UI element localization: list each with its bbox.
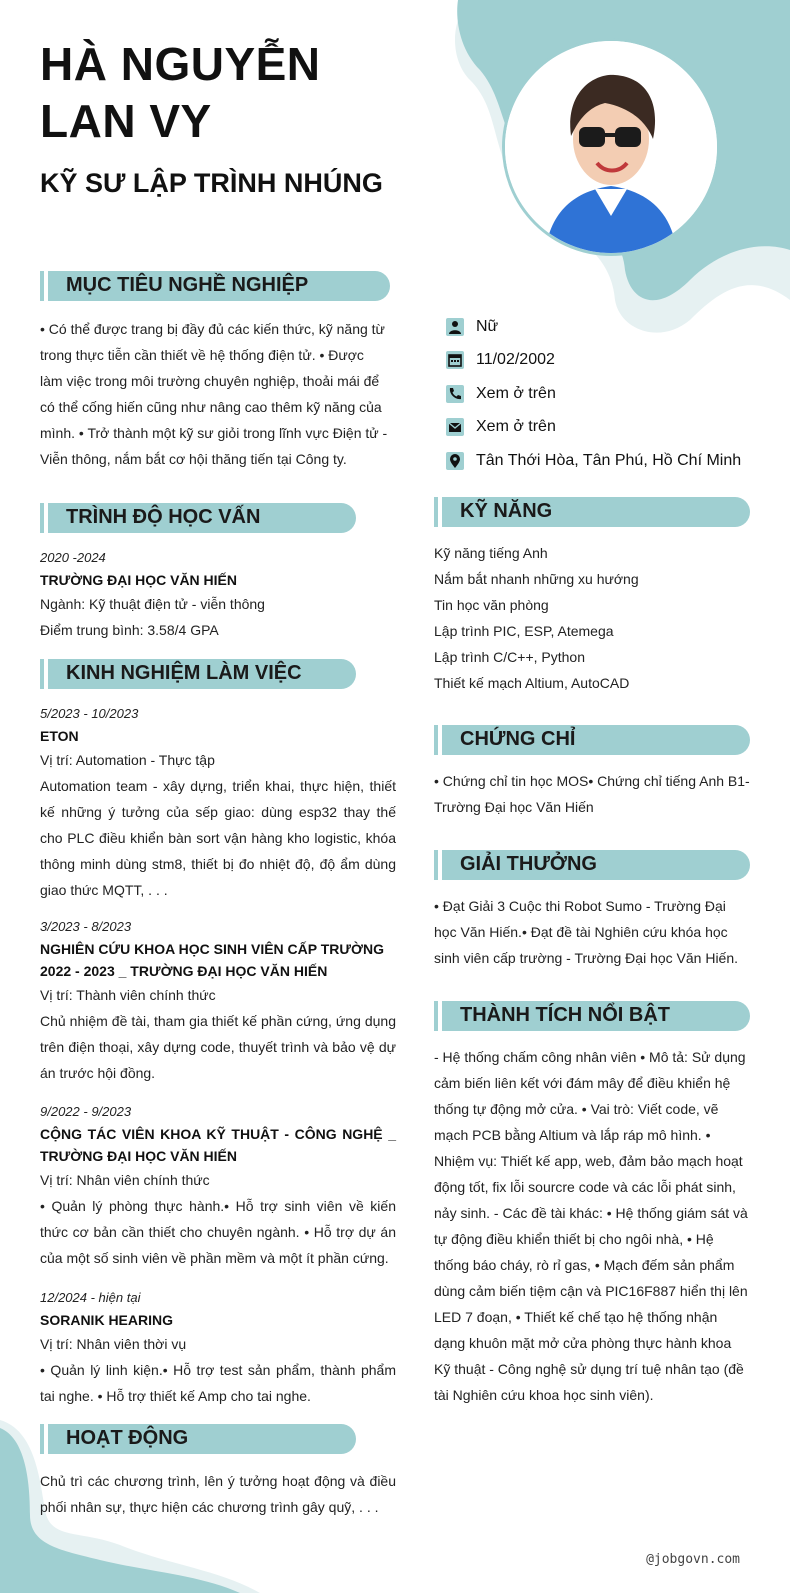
calendar-icon [446, 351, 464, 369]
job-title: KỸ SƯ LẬP TRÌNH NHÚNG [40, 168, 383, 198]
awards-text: • Đạt Giải 3 Cuộc thi Robot Sumo - Trường Đại học Văn Hiến.• Đạt đề tài Nghiên cứu khóa học sinh viên cấp trường - Trường Đại học Văn Hiến. [434, 898, 739, 966]
contact-gender: Nữ [446, 318, 498, 336]
activities-text: Chủ trì các chương trình, lên ý tưởng hoạt động và điều phối nhân sự, thực hiện các chương trình gây quỹ, . . . [40, 1473, 396, 1515]
education-major: Ngành: Kỹ thuật điện tử - viễn thông [40, 596, 265, 612]
phone-icon [446, 385, 464, 403]
skills-list [434, 540, 754, 696]
experience-item: 5/2023 - 10/2023 ETON Vị trí: Automation - Thực tập Automation team - xây dựng, triển khai, thực hiện, thiết kế những ý tưởng của sếp giao: dùng esp32 thay thế cho PLC điều khiển bàn sort vận hàng kho logistic, khóa thông minh dùng stm8, thiết bị đo nhiệt độ, độ ẩm dùng giao thức MQTT, . . . [40, 706, 396, 898]
objective-text: • Có thể được trang bị đầy đủ các kiến thức, kỹ năng từ trong thực tiễn cần thiết về hệ thống điện tử. • Được làm việc trong môi trường chuyên nghiệp, thoải mái để có thể cống hiến cũng như nâng cao thêm kỹ năng của mình. • Trở thành một kỹ sư giỏi trong lĩnh vực Điện tử - Viễn thông, nắm bắt cơ hội thăng tiến tại Công ty. [40, 321, 388, 467]
footer-watermark: @jobgovn.com [646, 1552, 740, 1567]
skill-item: Lập trình PIC, ESP, Atemega [434, 623, 614, 639]
achievements-heading: THÀNH TÍCH NỔI BẬT [434, 1001, 750, 1031]
profile-photo-icon [505, 41, 717, 253]
achievements-text: - Hệ thống chấm công nhân viên • Mô tả: Sử dụng cảm biến liên kết với đám mây để điều khiển hệ thống tự động mở cửa. • Vai trò: Viết code, vẽ mạch PCB bằng Altium và lắp ráp mô hình. • Nhiệm vụ: Thiết kế app, web, đảm bảo mạch hoạt động tốt, fix lỗi sourcre code và các lỗi phát sinh, nảy sinh. - Các đề tài khác: • Hệ thống giám sát và tự động điều khiển thiết bị cho ngôi nhà, • Hệ thống báo cháy, rò rỉ gas, • Mạch đếm sản phẩm dùng cảm biến tiệm cận và PIC16F887 hiển thị lên LED 7 đoạn, • Thiết kế chế tạo hệ thống nhận dạng khuôn mặt mở cửa phòng thực hành khoa Kỹ thuật - Công nghệ sử dụng trí tuệ nhân tạo (đề tài Nghiên cứu khoa học sinh viên). [434, 1049, 748, 1403]
avatar [502, 38, 720, 256]
candidate-name: HÀ NGUYỄN LAN VY [40, 38, 321, 147]
person-icon [446, 318, 464, 336]
activities-heading: HOẠT ĐỘNG [40, 1424, 356, 1454]
education-school: TRƯỜNG ĐẠI HỌC VĂN HIẾN [40, 572, 238, 588]
certificates-heading: CHỨNG CHỈ [434, 725, 750, 755]
contact-birthdate: 11/02/2002 [446, 351, 555, 369]
mail-icon [446, 418, 464, 436]
experience-heading: KINH NGHIỆM LÀM VIỆC [40, 659, 356, 689]
contact-email: Xem ở trên [446, 418, 556, 436]
education-entry [40, 547, 396, 643]
skill-item: Tin học văn phòng [434, 597, 549, 613]
education-date: 2020 -2024 [40, 550, 106, 565]
skill-item: Thiết kế mạch Altium, AutoCAD [434, 675, 630, 691]
experience-item: 12/2024 - hiện tại SORANIK HEARING Vị trí: Nhân viên thời vụ • Quản lý linh kiện.• Hỗ trợ test sản phẩm, thành phẩm tai nghe. • Hỗ trợ thiết kế Amp cho tai nghe. [40, 1290, 396, 1404]
awards-heading: GIẢI THƯỞNG [434, 850, 750, 880]
skill-item: Lập trình C/C++, Python [434, 649, 585, 665]
skill-item: Nắm bắt nhanh những xu hướng [434, 571, 639, 587]
education-heading: TRÌNH ĐỘ HỌC VẤN [40, 503, 356, 533]
certificates-text: • Chứng chỉ tin học MOS• Chứng chỉ tiếng Anh B1- Trường Đại học Văn Hiến [434, 773, 750, 815]
education-gpa: Điểm trung bình: 3.58/4 GPA [40, 622, 219, 638]
skill-item: Kỹ năng tiếng Anh [434, 545, 548, 561]
contact-address: Tân Thới Hòa, Tân Phú, Hồ Chí Minh [446, 452, 741, 470]
skills-heading: KỸ NĂNG [434, 497, 750, 527]
experience-item: 3/2023 - 8/2023 NGHIÊN CỨU KHOA HỌC SINH VIÊN CẤP TRƯỜNG 2022 - 2023 _ TRƯỜNG ĐẠI HỌC VĂN HIẾN Vị trí: Thành viên chính thức Chủ nhiệm đề tài, tham gia thiết kế phần cứng, ứng dụng trên điện thoại, xây dựng code, thuyết trình và bảo vệ dự án trước hội đồng. [40, 919, 396, 1081]
objective-heading: MỤC TIÊU NGHỀ NGHIỆP [40, 271, 390, 301]
experience-item: 9/2022 - 9/2023 CỘNG TÁC VIÊN KHOA KỸ THUẬT - CÔNG NGHỆ _ TRƯỜNG ĐẠI HỌC VĂN HIẾN Vị trí: Nhân viên chính thức • Quản lý phòng thực hành.• Hỗ trợ sinh viên về kiến thức cơ bản cần thiết cho chuyên ngành. • Hỗ trợ dự án của một số sinh viên về phần mềm và một ít phần cứng. [40, 1104, 396, 1266]
contact-phone: Xem ở trên [446, 385, 556, 403]
location-icon [446, 452, 464, 470]
